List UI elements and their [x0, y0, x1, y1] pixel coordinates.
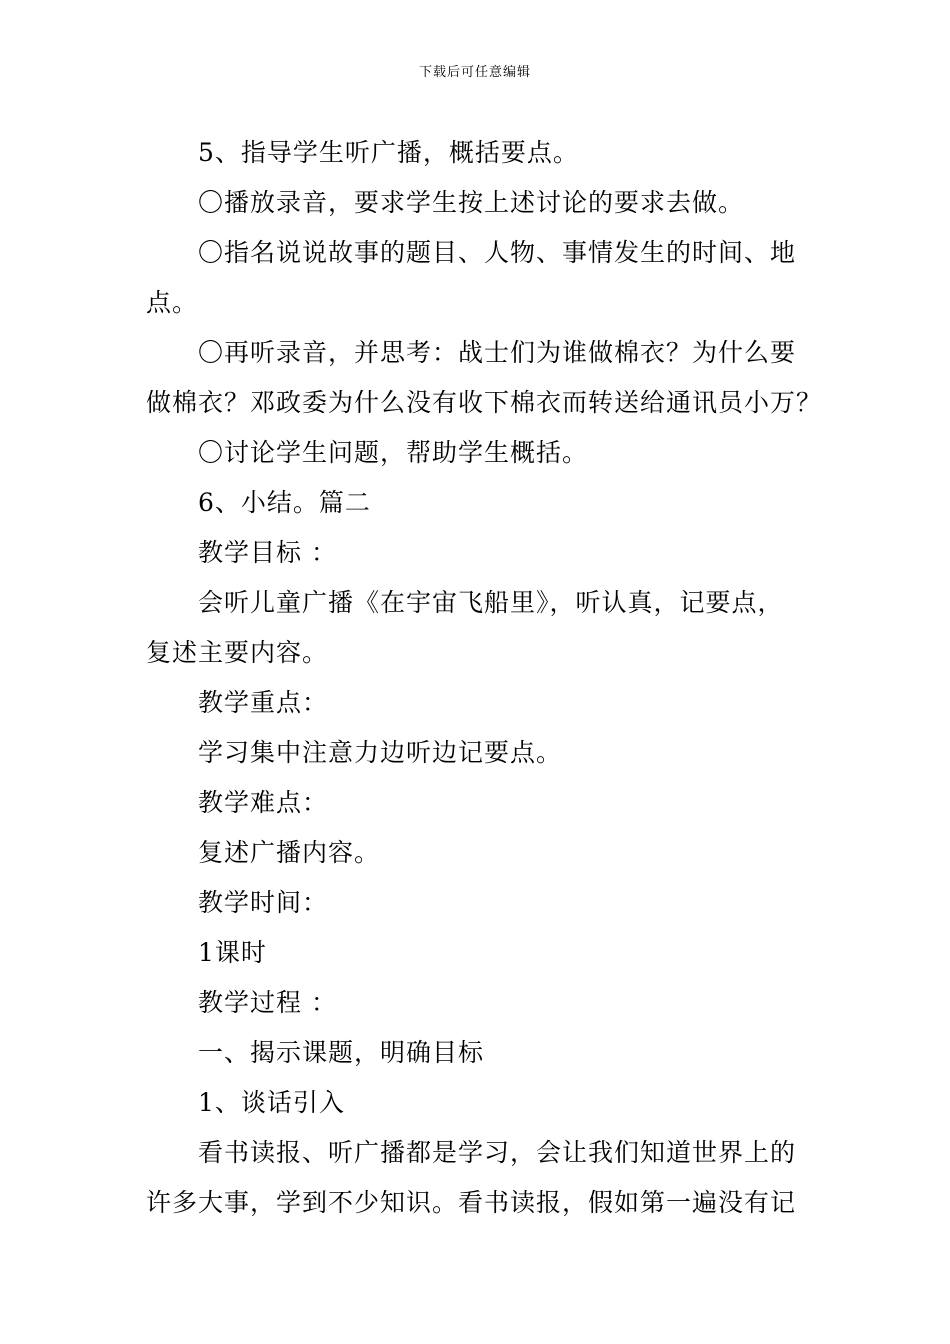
paragraph	[146, 178, 806, 228]
paragraph-line: 〇再听录音，并思考：战士们为谁做棉衣？为什么要	[198, 338, 797, 367]
paragraph	[146, 1128, 806, 1228]
paragraph-line: 许多大事，学到不少知识。看书读报，假如第一遍没有记	[146, 1188, 797, 1217]
paragraph-line: 教学重点：	[198, 688, 329, 717]
paragraph-line: 5、指导学生听广播，概括要点。	[198, 138, 579, 167]
paragraph	[146, 328, 823, 428]
paragraph-line: 教学时间：	[198, 888, 329, 917]
paragraph-line: 〇讨论学生问题，帮助学生概括。	[198, 438, 589, 467]
paragraph	[146, 928, 806, 978]
paragraph	[146, 978, 806, 1028]
paragraph-line: 看书读报、听广播都是学习，会让我们知道世界上的	[198, 1138, 797, 1167]
paragraph-line: 做棉衣？邓政委为什么没有收下棉衣而转送给通讯员小万？	[146, 388, 823, 417]
paragraph-line: 复述主要内容。	[146, 638, 329, 667]
paragraph-line: 复述广播内容。	[198, 838, 381, 867]
paragraph	[146, 578, 806, 678]
paragraph	[146, 428, 806, 478]
paragraph	[146, 678, 806, 728]
paragraph-line: 点。	[146, 288, 199, 317]
paragraph-line: 〇指名说说故事的题目、人物、事情发生的时间、地	[198, 238, 797, 267]
paragraph	[146, 728, 806, 778]
paragraph-line: 一、揭示课题，明确目标	[198, 1038, 485, 1067]
paragraph-line: 1、谈话引入	[198, 1088, 345, 1117]
paragraph	[146, 1078, 806, 1128]
paragraph	[146, 778, 806, 828]
document-body	[146, 128, 823, 1228]
paragraph-line: 教学难点：	[198, 788, 329, 817]
paragraph	[146, 478, 806, 528]
paragraph	[146, 128, 806, 178]
paragraph	[146, 828, 806, 878]
paragraph-line: 会听儿童广播《在宇宙飞船里》，听认真，记要点，	[198, 588, 784, 617]
paragraph	[146, 1028, 806, 1078]
paragraph	[146, 528, 806, 578]
paragraph-line: 1课时	[198, 938, 267, 967]
paragraph	[146, 228, 806, 328]
paragraph-line: 学习集中注意力边听边记要点。	[198, 738, 563, 767]
paragraph	[146, 878, 806, 928]
paragraph-line: 6、小结。篇二	[198, 488, 371, 517]
paragraph-line: 教学目标 ：	[198, 538, 337, 567]
paragraph-line: 〇播放录音，要求学生按上述讨论的要求去做。	[198, 188, 745, 217]
page-header: 下载后可任意编辑	[418, 65, 531, 80]
paragraph-line: 教学过程 ：	[198, 988, 337, 1017]
